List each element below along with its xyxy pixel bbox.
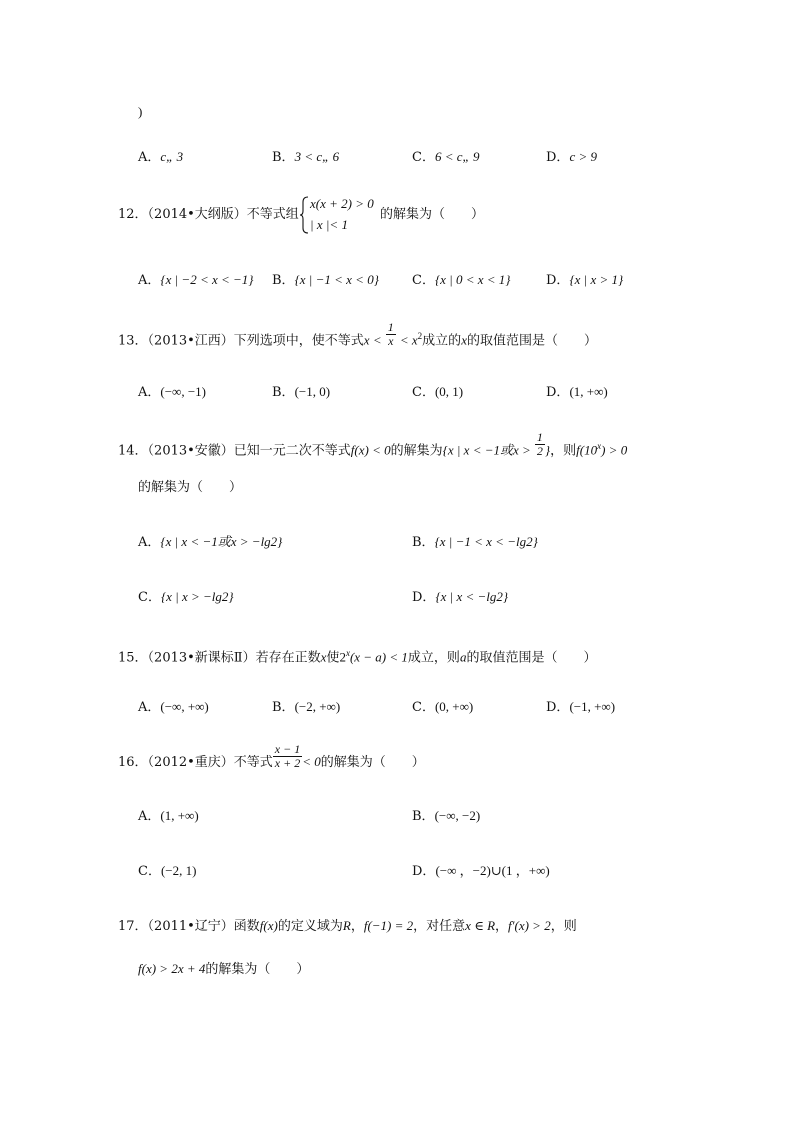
q16-ineq-post: < 0 <box>302 754 321 769</box>
option-letter: A． <box>138 535 161 550</box>
q17-stem-mid: 的定义域为 <box>277 919 343 934</box>
option-letter: B． <box>272 700 295 715</box>
q11-stem-tail: ) <box>138 104 143 119</box>
option-letter: D． <box>546 273 570 288</box>
q13-stem-mid: 成立的 <box>422 333 462 349</box>
q13-stem-post: 的取值范围是（ ） <box>466 333 597 349</box>
q16-fraction: $\frac{x - 1}{x + 2}$ <box>274 742 301 770</box>
q13-option-d[interactable] <box>546 384 608 401</box>
option-math: (−∞ ，−2)∪(1 ，+∞) <box>435 863 550 878</box>
q13-stem <box>118 320 597 349</box>
q12-stem-pre: 12．（2014•大纲版）不等式组 <box>118 207 299 222</box>
q13-ineq-exp: 2 <box>417 331 423 341</box>
q17-sep1: ， <box>350 919 364 934</box>
q14-set-pre: {x | x < −1或x > <box>442 442 531 458</box>
q14-f2-post: ) > 0 <box>601 442 628 458</box>
q13-ineq-left: x < <box>363 332 382 348</box>
q17-cond1: f(−1) = 2 <box>363 918 414 933</box>
q17-line2-post: 的解集为（ ） <box>205 962 310 977</box>
option-math: 3 < c„ 6 <box>294 149 340 164</box>
q15-option-b[interactable] <box>272 699 340 716</box>
option-letter: B． <box>272 150 295 165</box>
q12-option-a[interactable] <box>138 272 254 289</box>
q14-stem-line2: 的解集为（ ） <box>138 480 243 495</box>
option-math: (0, +∞) <box>434 699 474 714</box>
q17-stem-line2 <box>138 961 309 978</box>
q14-option-a[interactable] <box>138 534 282 551</box>
q12-system-line2: | x |< 1 <box>310 217 348 232</box>
option-letter: A． <box>138 273 161 288</box>
option-math: (1, +∞) <box>160 808 199 823</box>
option-math: (−∞, −1) <box>160 384 206 399</box>
option-letter: D． <box>546 700 570 715</box>
q14-option-c[interactable] <box>138 589 234 606</box>
q15-option-c[interactable] <box>412 699 473 716</box>
option-math: (0, 1) <box>434 384 464 399</box>
q15-expr-post: (x − a) < 1 <box>349 649 408 665</box>
option-math: (−2, 1) <box>160 863 197 878</box>
q15-stem-pre: 15．（2013•新课标Ⅱ）若存在正数 <box>118 650 321 666</box>
q15-stem-post: 的取值范围是（ ） <box>466 650 597 666</box>
q11-option-b[interactable] <box>272 149 339 166</box>
q15-var-x: x <box>320 649 327 665</box>
brace-icon <box>300 196 310 234</box>
q16-option-b[interactable] <box>412 808 480 825</box>
option-math: {x | x > −lg2} <box>160 589 234 604</box>
option-letter: C． <box>412 385 435 400</box>
q15-option-a[interactable] <box>138 699 209 716</box>
q15-stem-mid: 使 <box>326 650 340 666</box>
option-math: (−∞, −2) <box>434 808 481 823</box>
option-letter: B． <box>412 535 435 550</box>
q12-option-d[interactable] <box>546 272 623 289</box>
q12-system-line1: x(x + 2) > 0 <box>310 196 374 211</box>
q17-stem-tail: ，则 <box>550 919 577 934</box>
q15-option-d[interactable] <box>546 699 615 716</box>
q16-stem-pre: 16．（2012•重庆）不等式 <box>118 755 273 770</box>
q14-stem-mid2: ，则 <box>550 443 577 459</box>
q13-option-b[interactable] <box>272 384 330 401</box>
q11-option-d[interactable] <box>546 149 597 166</box>
q17-R1: R <box>342 918 351 933</box>
option-letter: C． <box>412 700 435 715</box>
option-math: (−∞, +∞) <box>160 699 209 714</box>
option-math: (1, +∞) <box>569 384 608 399</box>
q14-fraction: $\frac{1}{2}$ <box>536 430 543 459</box>
option-math: {x | x > 1} <box>569 272 624 287</box>
q13-stem-pre: 13．（2013•江西）下列选项中，使不等式 <box>118 333 364 349</box>
option-math: {x | x < −lg2} <box>435 589 509 604</box>
q14-f1: f(x) < 0 <box>350 442 391 458</box>
q16-option-d[interactable] <box>412 863 550 880</box>
option-letter: C． <box>412 150 435 165</box>
q15-var-a: a <box>459 649 467 665</box>
q12-option-c[interactable] <box>412 272 511 289</box>
q17-cond2: x ∈ R <box>465 918 496 933</box>
q17-f: f(x) <box>259 918 278 933</box>
q14-option-b[interactable] <box>412 534 538 551</box>
q14-stem-pre: 14．（2013•安徽）已知一元二次不等式 <box>118 443 351 459</box>
option-letter: A． <box>138 385 161 400</box>
q17-line2-math: f(x) > 2x + 4 <box>138 961 206 976</box>
option-math: (−1, 0) <box>294 384 331 399</box>
q14-f2-exp: x <box>597 441 602 451</box>
q15-stem <box>118 645 596 666</box>
q11-option-c[interactable] <box>412 149 479 166</box>
q17-stem <box>118 918 577 935</box>
q11-option-a[interactable] <box>138 149 183 166</box>
q13-option-c[interactable] <box>412 384 463 401</box>
option-math: (−1, +∞) <box>569 699 616 714</box>
option-math: {x | 0 < x < 1} <box>434 272 511 287</box>
option-letter: C． <box>412 273 435 288</box>
option-letter: A． <box>138 700 161 715</box>
option-letter: B． <box>412 809 435 824</box>
q14-set-post: } <box>544 442 551 458</box>
option-letter: D． <box>412 864 436 879</box>
q16-stem <box>118 742 425 771</box>
q13-fraction: $\frac{1}{x}$ <box>387 320 394 349</box>
option-letter: B． <box>272 273 295 288</box>
q15-stem-mid2: 成立，则 <box>407 650 460 666</box>
q14-stem <box>118 430 628 459</box>
option-math: {x | x < −1或x > −lg2} <box>160 534 283 549</box>
q13-option-a[interactable] <box>138 384 206 401</box>
option-letter: D． <box>546 150 570 165</box>
option-letter: C． <box>138 864 161 879</box>
q14-stem-mid: 的解集为 <box>390 443 443 459</box>
option-math: c > 9 <box>569 149 597 164</box>
option-letter: A． <box>138 150 161 165</box>
option-letter: C． <box>138 590 161 605</box>
option-math: {x | −2 < x < −1} <box>160 272 254 287</box>
option-math: {x | −1 < x < 0} <box>294 272 379 287</box>
q13-var: x <box>461 332 467 348</box>
q17-stem-pre: 17．（2011•辽宁）函数 <box>118 919 260 934</box>
q13-ineq-right: < x <box>399 332 418 348</box>
q16-option-c[interactable] <box>138 863 196 880</box>
option-letter: A． <box>138 809 161 824</box>
option-letter: B． <box>272 385 295 400</box>
option-math: (−2, +∞) <box>294 699 341 714</box>
q12-stem-post: 的解集为（ ） <box>380 207 485 222</box>
q17-sep2: ， <box>495 919 509 934</box>
option-letter: D． <box>546 385 570 400</box>
q14-option-d[interactable] <box>412 589 508 606</box>
option-math: {x | −1 < x < −lg2} <box>434 534 538 549</box>
q16-stem-post: 的解集为（ ） <box>320 755 425 770</box>
q15-expr-exp: x <box>345 648 350 658</box>
q16-option-a[interactable] <box>138 808 199 825</box>
q12-option-b[interactable] <box>272 272 379 289</box>
q17-cond3: f′(x) > 2 <box>508 918 551 933</box>
q15-expr-base: 2 <box>339 649 346 665</box>
option-letter: D． <box>412 590 436 605</box>
q17-stem-mid2: ，对任意 <box>413 919 466 934</box>
option-math: 6 < c„ 9 <box>434 149 480 164</box>
option-math: c„ 3 <box>160 149 184 164</box>
q14-f2: f(10 <box>576 442 598 458</box>
